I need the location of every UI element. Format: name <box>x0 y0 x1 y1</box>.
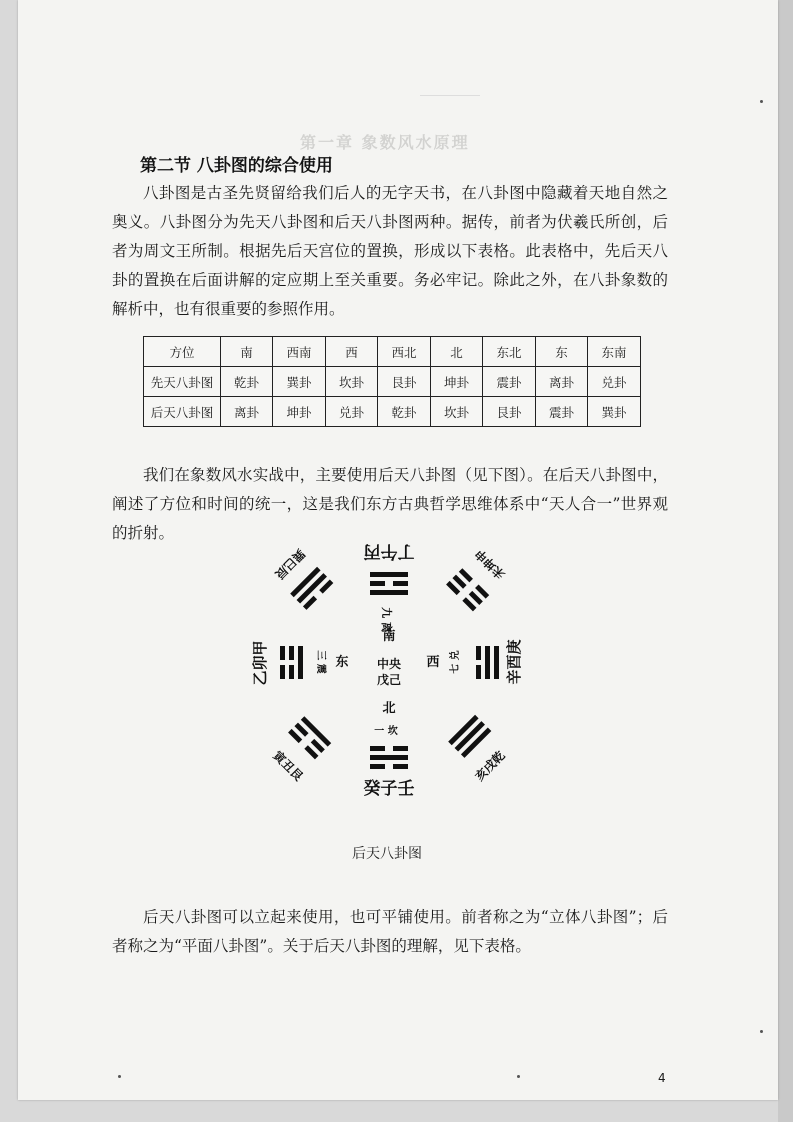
table-cell: 坤卦 <box>273 397 326 427</box>
table-cell: 东南 <box>588 337 641 367</box>
bleed-line <box>420 95 480 96</box>
scan-speck <box>517 1075 520 1078</box>
label-top-inner: 九 离 <box>380 607 393 633</box>
table-cell: 乾卦 <box>378 397 431 427</box>
table-cell: 兑卦 <box>588 367 641 397</box>
later-heaven-bagua-diagram <box>250 528 550 838</box>
trigram-zhen-icon <box>280 646 303 679</box>
table-cell: 西北 <box>378 337 431 367</box>
table-cell: 东北 <box>483 337 536 367</box>
table-cell: 巽卦 <box>588 397 641 427</box>
label-right: 辛酉庚 <box>505 639 523 685</box>
bagua-table <box>143 336 641 427</box>
table-row <box>144 367 641 397</box>
label-ne-outer: 寅丑艮 <box>270 748 306 784</box>
label-center-1: 中央 <box>376 657 402 671</box>
table-cell: 震卦 <box>483 367 536 397</box>
label-west-inner: 七 兑 <box>450 650 461 674</box>
scan-speck <box>760 100 763 103</box>
table-cell: 坤卦 <box>431 367 483 397</box>
section-title: 第二节 八卦图的综合使用 <box>140 156 333 176</box>
table-cell: 震卦 <box>536 397 588 427</box>
label-south: 南 <box>382 629 396 644</box>
label-center-2: 戊己 <box>376 673 402 687</box>
trigram-xun-icon <box>290 567 333 610</box>
table-cell: 先天八卦图 <box>144 367 221 397</box>
table-cell: 方位 <box>144 337 221 367</box>
bleed-through-header: 第一章 象数风水原理 <box>300 133 470 152</box>
label-north-inner: 一 坎 <box>374 726 398 737</box>
page-edge <box>778 0 793 1122</box>
table-row <box>144 337 641 367</box>
table-cell: 兑卦 <box>326 397 378 427</box>
label-west: 西 <box>426 655 440 670</box>
table-cell: 离卦 <box>221 397 273 427</box>
table-cell: 东 <box>536 337 588 367</box>
label-se-outer: 巽巳辰 <box>272 546 308 582</box>
table-cell: 艮卦 <box>378 367 431 397</box>
table-cell: 西南 <box>273 337 326 367</box>
page-number: 4 <box>658 1071 666 1085</box>
label-nw-outer: 亥戌乾 <box>472 748 508 784</box>
trigram-qian-icon <box>448 715 491 758</box>
paragraph-usage: 我们在象数风水实战中，主要使用后天八卦图（见下图）。在后天八卦图中，阐述了方位和时间的统一，这是我们东方古典哲学思维体系中“天人合一”世界观的折射。 <box>112 466 668 542</box>
table-cell: 北 <box>431 337 483 367</box>
label-sw-outer: 未坤申 <box>472 546 508 582</box>
trigram-kan-icon <box>370 746 408 769</box>
table-cell: 南 <box>221 337 273 367</box>
trigram-gen-icon <box>288 716 331 759</box>
table-cell: 艮卦 <box>483 397 536 427</box>
table-row <box>144 397 641 427</box>
label-left: 乙卯甲 <box>251 640 269 686</box>
scan-speck <box>118 1075 121 1078</box>
diagram-caption: 后天八卦图 <box>352 846 422 862</box>
trigram-li-icon <box>370 572 408 595</box>
label-east: 东 <box>335 655 349 670</box>
label-north: 北 <box>382 701 396 716</box>
table-cell: 乾卦 <box>221 367 273 397</box>
scan-speck <box>760 1030 763 1033</box>
paragraph-intro: 八卦图是古圣先贤留给我们后人的无字天书，在八卦图中隐藏着天地自然之奥义。八卦图分为先天八卦图和后天八卦图两种。据传，前者为伏羲氏所创，后者为周文王所制。根据先后天宫位的置换，形成以下表格。此表格中，先后天八卦的置换在后面讲解的定应期上至关重要。务必牢记。除此之外，在八卦象数的解析中，也有很重要的参照作用。 <box>112 184 668 318</box>
label-top: 丁午丙 <box>363 541 415 561</box>
table-cell: 离卦 <box>536 367 588 397</box>
label-east-inner: 三 震 <box>315 650 326 674</box>
trigram-kun-icon <box>446 568 489 611</box>
table-cell: 坎卦 <box>431 397 483 427</box>
label-bottom: 癸子壬 <box>363 779 415 799</box>
table-cell: 西 <box>326 337 378 367</box>
trigram-dui-icon <box>476 646 499 679</box>
paragraph-usage-modes: 后天八卦图可以立起来使用，也可平铺使用。前者称之为“立体八卦图”；后者称之为“平面八卦图”。关于后天八卦图的理解，见下表格。 <box>112 908 668 955</box>
table-cell: 后天八卦图 <box>144 397 221 427</box>
table-cell: 巽卦 <box>273 367 326 397</box>
table-cell: 坎卦 <box>326 367 378 397</box>
